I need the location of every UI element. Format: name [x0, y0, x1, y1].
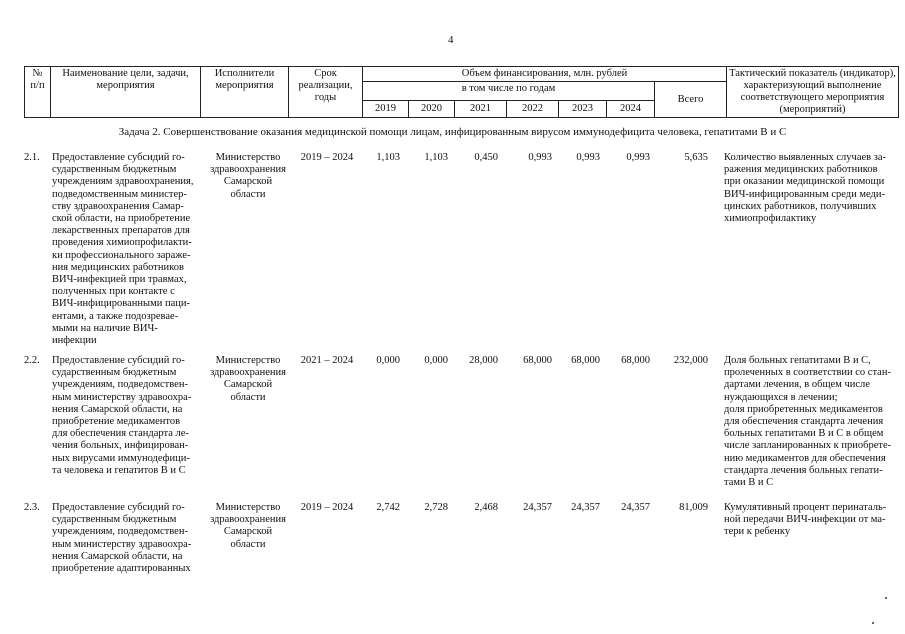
row-purpose-line: ентами, а также подозревае-	[52, 310, 179, 322]
row-purpose-line: инфекции	[52, 335, 97, 347]
header-year: 2022	[507, 101, 559, 118]
row-year-value: 0,993	[626, 152, 650, 163]
header-indicator: Тактический показатель (индикатор), характеризующий выполнение соответствующего мероприятия (мероприятий)	[727, 67, 899, 118]
row-executor-line: области	[230, 391, 266, 403]
row-executor-line: здравоохранения	[210, 514, 286, 526]
row-year-value: 28,000	[469, 355, 498, 366]
row-indicator	[724, 152, 896, 225]
row-purpose-line: ным министерству здравоохра-	[52, 538, 192, 550]
row-year-value: 24,357	[621, 502, 650, 513]
row-year-value: 0,450	[474, 152, 498, 163]
row-purpose-line: для обеспечения стандарта ле-	[52, 428, 189, 440]
row-year-value: 68,000	[571, 355, 600, 366]
row-year-value: 24,357	[571, 502, 600, 513]
row-year-value: 24,357	[523, 502, 552, 513]
row-purpose-line: нения Самарской области, на	[52, 403, 183, 415]
row-indicator-line: пролеченных в соответствии со стан-	[724, 367, 891, 379]
row-executor-line: Самарской	[223, 526, 273, 538]
row-indicator-line: при оказании медицинской помощи	[724, 176, 885, 188]
header-year: 2020	[409, 101, 455, 118]
row-year-value: 2,468	[474, 502, 498, 513]
row-purpose-line: сударственным бюджетным	[52, 367, 177, 379]
row-indicator	[724, 355, 896, 489]
row-purpose-line: нения Самарской области, на	[52, 550, 183, 562]
row-total: 5,635	[684, 152, 708, 163]
row-purpose-line: учреждениям, подведомствен-	[52, 379, 188, 391]
row-indicator-line: числе запланированных к приобрете-	[724, 440, 892, 452]
row-term: 2021 – 2024	[300, 355, 354, 366]
row-year-value: 2,742	[376, 502, 400, 513]
header-num: № п/п	[25, 67, 51, 118]
row-indicator-line: цинских работников, получивших	[724, 200, 877, 212]
row-purpose-line: чения больных, инфицирован-	[52, 440, 189, 452]
header-term: Срок реализации, годы	[289, 67, 363, 118]
row-indicator-line: дартами лечения, в общем числе	[724, 379, 870, 391]
row-indicator-line: тами В и С	[724, 477, 774, 489]
row-purpose-line: полученных при контакте с	[52, 286, 175, 298]
row-indicator-line: Количество выявленных случаев за-	[724, 152, 887, 163]
row-year-value: 0,000	[376, 355, 400, 366]
row-executor-line: Министерство	[215, 355, 281, 366]
row-total: 232,000	[673, 355, 708, 366]
row-purpose-line: ки профессионального зараже-	[52, 249, 191, 261]
row-total: 81,009	[679, 502, 708, 513]
scan-speck	[872, 622, 874, 624]
row-number: 2.2.	[24, 355, 40, 366]
row-executor-line: Министерство	[215, 152, 281, 163]
row-purpose	[52, 502, 198, 575]
header-executors: Исполнители мероприятия	[201, 67, 289, 118]
row-purpose-line: учреждениям, подведомствен-	[52, 526, 188, 538]
row-purpose-line: Предоставление субсидий го-	[52, 502, 185, 513]
row-purpose-line: сударственным бюджетным	[52, 514, 177, 526]
row-purpose-line: Предоставление субсидий го-	[52, 355, 185, 366]
row-year-value: 1,103	[424, 152, 448, 163]
row-indicator-line: Кумулятивный процент перинаталь-	[724, 502, 887, 513]
row-purpose	[52, 355, 198, 477]
header-year: 2019	[363, 101, 409, 118]
scan-speck	[885, 597, 887, 599]
row-year-value: 1,103	[376, 152, 400, 163]
row-purpose-line: ния медицинских работников	[52, 261, 184, 273]
row-purpose-line: приобретение адаптированных	[52, 563, 191, 575]
row-indicator-line: больных гепатитами В и С в общем	[724, 428, 884, 440]
row-executor-line: здравоохранения	[210, 164, 286, 176]
row-executor	[200, 502, 296, 551]
header-by-years: в том числе по годам	[363, 82, 655, 101]
row-purpose-line: ным министерству здравоохра-	[52, 391, 192, 403]
row-indicator-line: нуждающихся в лечении;	[724, 391, 838, 403]
row-year-value: 2,728	[424, 502, 448, 513]
header-total: Всего	[655, 82, 727, 118]
page-number: 4	[448, 34, 454, 46]
row-purpose-line: та человека и гепатитов В и С	[52, 464, 186, 476]
row-year-value: 0,993	[528, 152, 552, 163]
row-purpose-line: ВИЧ-инфицированными паци-	[52, 298, 190, 310]
row-purpose-line: ВИЧ-инфекцией при травмах,	[52, 274, 187, 286]
header-year: 2023	[559, 101, 607, 118]
header-year: 2021	[455, 101, 507, 118]
row-indicator-line: ной передачи ВИЧ-инфекции от ма-	[724, 514, 886, 526]
row-purpose-line: мыми на наличие ВИЧ-	[52, 322, 158, 334]
table-header	[24, 66, 899, 118]
row-term: 2019 – 2024	[300, 152, 354, 163]
row-indicator	[724, 502, 896, 539]
row-executor-line: области	[230, 538, 266, 550]
header-name: Наименование цели, задачи, мероприятия	[51, 67, 201, 118]
row-purpose-line: учреждениям здравоохранения,	[52, 176, 194, 188]
row-executor-line: Самарской	[223, 176, 273, 188]
row-year-value: 68,000	[523, 355, 552, 366]
row-indicator-line: Доля больных гепатитами В и С,	[724, 355, 871, 366]
row-indicator-line: нию медикаментов для обеспечения	[724, 452, 886, 464]
row-indicator-line: химиопрофилактику	[724, 213, 817, 225]
row-purpose-line: сударственным бюджетным	[52, 164, 177, 176]
row-indicator-line: ВИЧ-инфицированным среди меди-	[724, 188, 885, 200]
row-term: 2019 – 2024	[300, 502, 354, 513]
row-executor-line: здравоохранения	[210, 367, 286, 379]
row-purpose-line: приобретение медикаментов	[52, 416, 181, 428]
row-executor	[200, 152, 296, 201]
row-number: 2.1.	[24, 152, 40, 163]
row-indicator-line: тери к ребенку	[724, 526, 791, 538]
row-purpose-line: ской области, на приобретение	[52, 213, 191, 225]
task-title: Задача 2. Совершенствование оказания медицинской помощи лицам, инфицированным вирусом иммунодефицита человека, гепатитами В и С	[118, 126, 787, 138]
row-purpose-line: ству здравоохранения Самар-	[52, 200, 184, 212]
row-purpose-line: Предоставление субсидий го-	[52, 152, 185, 163]
row-year-value: 68,000	[621, 355, 650, 366]
row-executor-line: Министерство	[215, 502, 281, 513]
row-purpose-line: проведения химиопрофилакти-	[52, 237, 192, 249]
row-purpose-line: лекарственных препаратов для	[52, 225, 190, 237]
row-executor-line: Самарской	[223, 379, 273, 391]
header-financing: Объем финансирования, млн. рублей	[363, 67, 727, 82]
header-year: 2024	[607, 101, 655, 118]
row-indicator-line: ражения медицинских работников	[724, 164, 878, 176]
row-purpose	[52, 152, 198, 347]
row-number: 2.3.	[24, 502, 40, 513]
row-indicator-line: доля приобретенных медикаментов	[724, 403, 883, 415]
row-purpose-line: ных вирусами иммунодефици-	[52, 452, 190, 464]
row-year-value: 0,993	[576, 152, 600, 163]
row-purpose-line: подведомственным министер-	[52, 188, 187, 200]
row-indicator-line: для обеспечения стандарта лечения	[724, 416, 884, 428]
row-executor	[200, 355, 296, 404]
row-year-value: 0,000	[424, 355, 448, 366]
row-executor-line: области	[230, 188, 266, 200]
row-indicator-line: стандарта лечения больных гепати-	[724, 464, 883, 476]
